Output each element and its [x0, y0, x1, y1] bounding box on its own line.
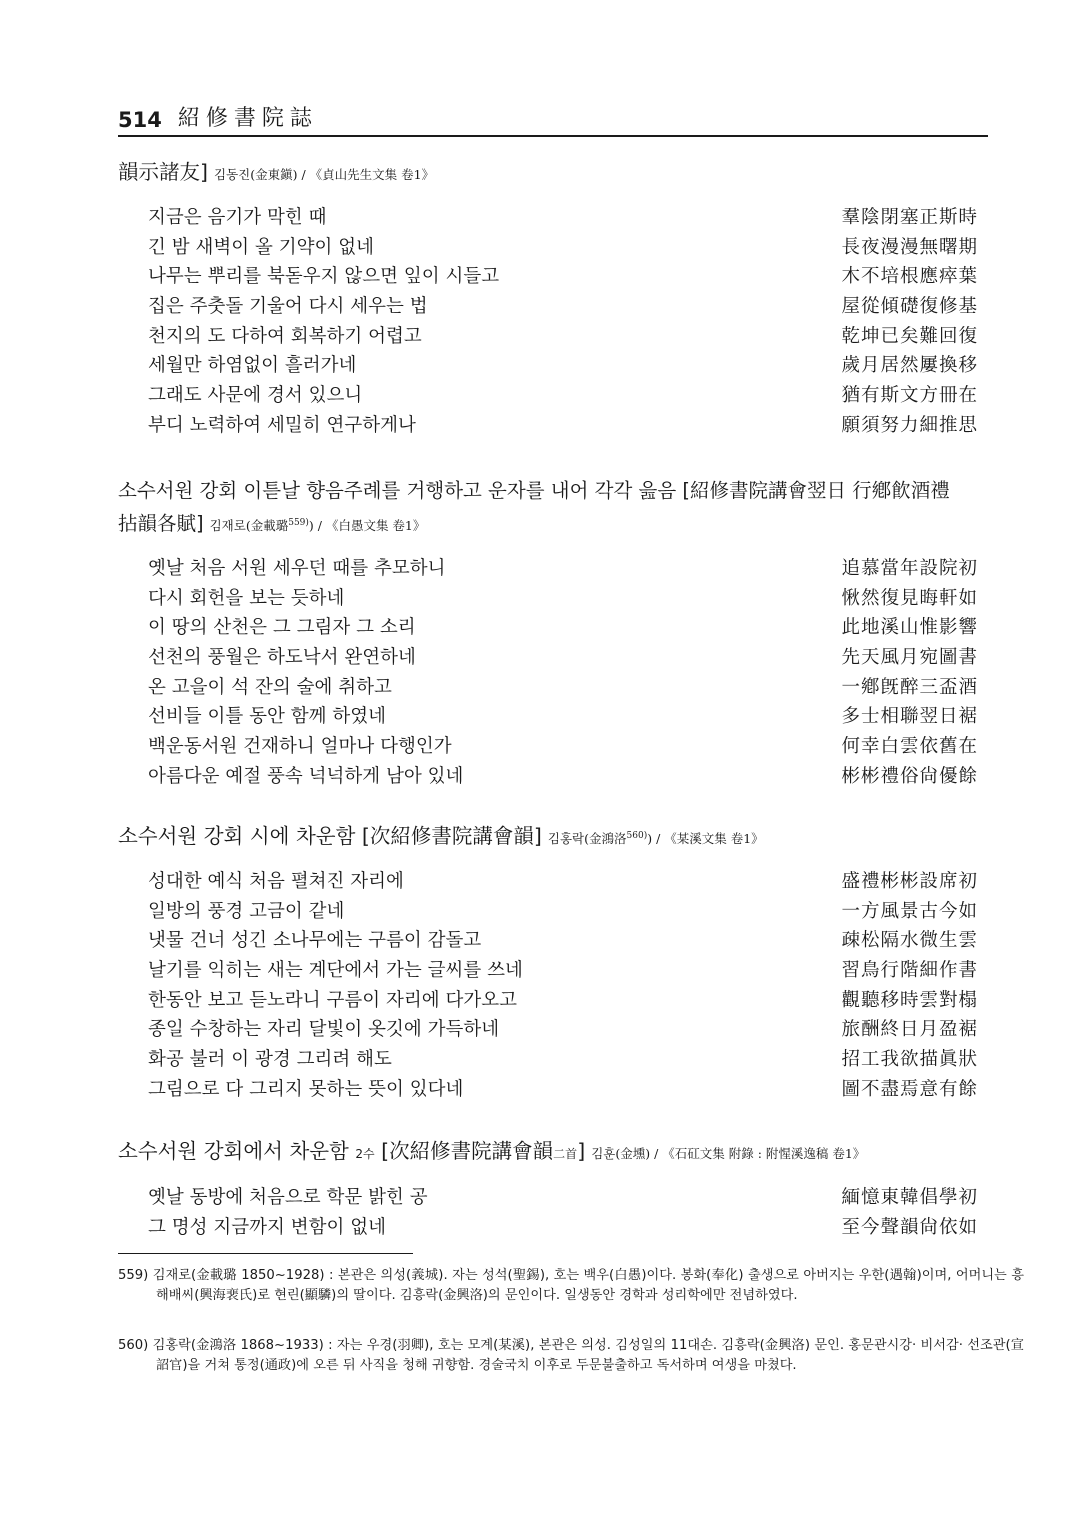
- poem-section-4: [118, 1135, 988, 1240]
- poem-line: 부디 노력하여 세밀히 연구하게나 願須努力細推思: [148, 414, 978, 436]
- poem: [118, 1181, 988, 1240]
- poem-line: 다시 회헌을 보는 듯하네 愀然復見晦軒如: [148, 587, 978, 609]
- running-title: 紹修書院誌: [177, 106, 318, 131]
- poem-line: 날기를 익히는 새는 계단에서 가는 글씨를 쓰네 習鳥行階細作書: [148, 960, 978, 982]
- poem-line: 화공 불러 이 광경 그리려 해도 招工我欲描眞狀: [148, 1049, 978, 1071]
- poem: [118, 865, 988, 1103]
- author-source: 김동진(金東鎭) / 《貞山先生文集 卷1》: [214, 167, 435, 182]
- poem-section-3: [118, 820, 988, 1103]
- author-source: 김재로(金載璐$^{559)}$) / 《白愚文集 卷1》: [209, 518, 426, 534]
- poem-line: 성대한 예식 처음 펼쳐진 자리에 盛禮彬彬設席初: [148, 871, 978, 892]
- poem-line: 나무는 뿌리를 북돋우지 않으면 잎이 시들고 木不培根應瘁葉: [148, 266, 978, 288]
- poem-line: 이 땅의 산천은 그 그림자 그 소리 此地溪山惟影響: [148, 617, 978, 639]
- footnote-559: 559) 김재로(金載璐 1850~1928) : 본관은 의성(義城). 자는 성석(聖錫), 호는 백우(白愚)이다. 봉화(奉化) 출생으로 아버지는 우한(遇翰)이며, 어머니는 흥해배씨(興海裵氏)로 현린(顯驎)의 딸이다. 김흥락(金興洛)의 문인이다. 일생동안 경학과 성리학에만 전념하였다.: [118, 1268, 1024, 1303]
- poem-section-1: [118, 156, 988, 439]
- poem-line: 온 고을이 석 잔의 술에 취하고 一鄕旣醉三盃酒: [148, 676, 978, 698]
- poem-line: 일방의 풍경 고금이 같네 一方風景古今如: [148, 900, 978, 922]
- author-source: 김훈(金壎) / 《石矼文集 附錄 : 附惺溪逸稿 卷1》: [591, 1146, 866, 1161]
- page-header: [118, 100, 988, 137]
- poem-line: 세월만 하염없이 흘러가네 歲月居然屢換移: [148, 355, 978, 377]
- poem-line: 그래도 사문에 경서 있으니 猶有斯文方冊在: [148, 384, 978, 406]
- section-title: 소수서원 강회 이튿날 향음주례를 거행하고 운자를 내어 각각 읊음 [紹修書院講會翌日 行鄕飮酒禮 拈韻各賦] 김재로(金載璐$^{559)}$) / 《白愚文集 卷1》: [118, 479, 950, 536]
- poem-line: 집은 주춧돌 기울어 다시 세우는 법 屋從傾礎復修基: [148, 295, 978, 317]
- page-number: 514: [118, 108, 162, 132]
- footnote-divider: [118, 1253, 413, 1254]
- poem-line: 아름다운 예절 풍속 넉넉하게 남아 있네 彬彬禮俗尙優餘: [148, 765, 978, 787]
- poem-line: 천지의 도 다하여 회복하기 어렵고 乾坤已矣難回復: [148, 325, 978, 347]
- poem-line: 냇물 건너 성긴 소나무에는 구름이 감돌고 疎松隔水微生雲: [148, 930, 978, 952]
- poem-line: 지금은 음기가 막힌 때 羣陰閉塞正斯時: [148, 206, 978, 228]
- poem-line: 긴 밤 새벽이 올 기약이 없네 長夜漫漫無曙期: [148, 236, 978, 258]
- section-title: 韻示諸友] 김동진(金東鎭) / 《貞山先生文集 卷1》: [118, 160, 435, 184]
- poem-line: 옛날 동방에 처음으로 학문 밝힌 공 緬憶東韓倡學初: [148, 1186, 978, 1208]
- section-title: 소수서원 강회 시에 차운함 [次紹修書院講會韻] 김홍락(金鴻洛$^{560)}$) / 《某溪文集 卷1》: [118, 824, 764, 849]
- poem-line: 옛날 처음 서원 세우던 때를 추모하니 追慕當年設院初: [148, 558, 978, 579]
- poem-line: 선천의 풍월은 하도낙서 완연하네 先天風月宛圖書: [148, 647, 978, 669]
- poem: [118, 201, 988, 439]
- poem: [118, 552, 988, 790]
- poem-line: 한동안 보고 듣노라니 구름이 자리에 다가오고 觀聽移時雲對榻: [148, 989, 978, 1011]
- poem-line: 선비들 이틀 동안 함께 하였네 多士相聯翌日裾: [148, 706, 978, 728]
- author-source: 김홍락(金鴻洛$^{560)}$) / 《某溪文集 卷1》: [547, 831, 764, 847]
- section-title: 소수서원 강회에서 차운함 2수 [次紹修書院講會韻二首] 김훈(金壎) / 《石矼文集 附錄 : 附惺溪逸稿 卷1》: [118, 1139, 866, 1163]
- poem-line: 그 명성 지금까지 변함이 없네 至今聲韻尙依如: [148, 1216, 978, 1238]
- poem-section-2: [118, 474, 988, 790]
- poem-line: 종일 수창하는 자리 달빛이 옷깃에 가득하네 旅酬終日月盈裾: [148, 1019, 978, 1041]
- poem-line: 그림으로 다 그리지 못하는 뜻이 있다네 圖不盡焉意有餘: [148, 1078, 978, 1100]
- poem-line: 백운동서원 건재하니 얼마나 다행인가 何幸白雲依舊在: [148, 736, 978, 758]
- footnote-560: 560) 김홍락(金鴻洛 1868~1933) : 자는 우경(羽卿), 호는 모계(某溪), 본관은 의성. 김성일의 11대손. 김흥락(金興洛) 문인. 홍문관시강· 비서감· 선조관(宣詔官)을 거쳐 통정(通政)에 오른 뒤 사직을 청해 귀향함. 경술국치 이후로 두문불출하고 독서하며 여생을 마쳤다.: [118, 1338, 1024, 1373]
